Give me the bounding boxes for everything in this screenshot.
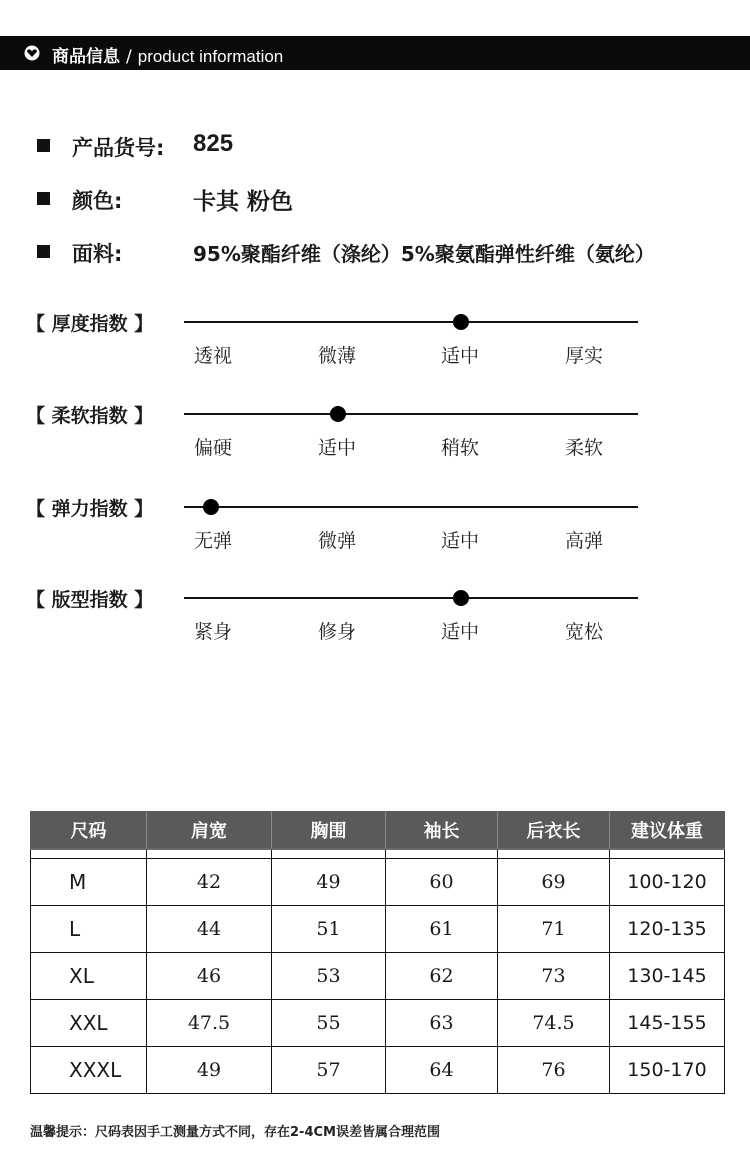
index-option: 无弹: [194, 530, 233, 552]
index-option: 宽松: [565, 621, 604, 643]
table-cell-weight: 100-120: [610, 859, 725, 906]
table-cell: 76: [498, 1047, 610, 1094]
index-option: 高弹: [565, 530, 604, 552]
index-label-elasticity: 【 弹力指数 】: [26, 498, 154, 520]
table-header-cell: 胸围: [272, 812, 386, 850]
size-note: 温馨提示：尺码表因手工测量方式不同，存在2-4CM误差皆属合理范围: [30, 1125, 440, 1140]
index-option: 厚实: [565, 345, 604, 367]
index-marker-dot: [330, 406, 346, 422]
table-cell: 74.5: [498, 1000, 610, 1047]
section-header-bar: [0, 36, 750, 70]
index-scale-line: [184, 321, 638, 323]
index-fit: [0, 589, 750, 667]
index-option: 柔软: [565, 437, 604, 459]
index-softness: [0, 405, 750, 483]
table-row: [31, 1047, 725, 1094]
table-header-cell: 后衣长: [498, 812, 610, 850]
index-scale-line: [184, 413, 638, 415]
table-cell: 53: [272, 953, 386, 1000]
table-cell: 42: [147, 859, 272, 906]
index-option: 适中: [441, 621, 480, 643]
title-separator: /: [126, 47, 132, 67]
table-row: [31, 906, 725, 953]
table-cell: 62: [386, 953, 498, 1000]
index-option: 修身: [318, 621, 357, 643]
table-cell-size: M: [31, 859, 147, 906]
section-title-cn: 商品信息: [52, 47, 120, 67]
table-cell-size: XL: [31, 953, 147, 1000]
index-scale-line: [184, 597, 638, 599]
table-row: [31, 859, 725, 906]
table-cell: 46: [147, 953, 272, 1000]
table-cell: 51: [272, 906, 386, 953]
info-bullet: [37, 245, 50, 258]
index-label-fit: 【 版型指数 】: [26, 589, 154, 611]
index-marker-dot: [453, 590, 469, 606]
info-value-fabric: 95%聚酯纤维（涤纶）5%聚氨酯弹性纤维（氨纶）: [193, 242, 655, 266]
index-thickness: [0, 313, 750, 391]
table-header-cell: 建议体重: [610, 812, 725, 850]
table-header-cell: 尺码: [31, 812, 147, 850]
table-cell: 64: [386, 1047, 498, 1094]
section-title-en: product information: [137, 47, 284, 66]
index-marker-dot: [453, 314, 469, 330]
index-label-softness: 【 柔软指数 】: [26, 405, 154, 427]
table-cell-size: XXXL: [31, 1047, 147, 1094]
heart-badge-icon: [24, 45, 40, 61]
table-row: [31, 953, 725, 1000]
table-cell: 63: [386, 1000, 498, 1047]
index-elasticity: [0, 498, 750, 576]
section-title: [52, 42, 283, 67]
table-cell-size: XXL: [31, 1000, 147, 1047]
info-bullet: [37, 139, 50, 152]
index-option: 适中: [441, 345, 480, 367]
index-option: 适中: [441, 530, 480, 552]
index-option: 适中: [318, 437, 357, 459]
table-cell: 44: [147, 906, 272, 953]
table-header-row: [31, 812, 725, 850]
index-option: 偏硬: [194, 437, 233, 459]
table-row: [31, 1000, 725, 1047]
table-cell: 69: [498, 859, 610, 906]
table-cell-weight: 145-155: [610, 1000, 725, 1047]
table-cell: 71: [498, 906, 610, 953]
info-label-sku: 产品货号:: [72, 136, 165, 160]
table-cell: 73: [498, 953, 610, 1000]
table-cell: 60: [386, 859, 498, 906]
index-option: 微弹: [318, 530, 357, 552]
index-option: 透视: [194, 345, 233, 367]
table-header-cell: 肩宽: [147, 812, 272, 850]
index-marker-dot: [203, 499, 219, 515]
table-spacer-row: [31, 849, 725, 859]
table-cell-weight: 130-145: [610, 953, 725, 1000]
table-cell: 49: [272, 859, 386, 906]
info-value-color: 卡其 粉色: [193, 189, 294, 215]
info-label-fabric: 面料:: [72, 242, 123, 266]
index-scale-line: [184, 506, 638, 508]
table-cell: 61: [386, 906, 498, 953]
index-label-thickness: 【 厚度指数 】: [26, 313, 154, 335]
info-bullet: [37, 192, 50, 205]
table-cell-size: L: [31, 906, 147, 953]
index-option: 微薄: [318, 345, 357, 367]
info-value-sku: 825: [193, 130, 234, 157]
size-table: [30, 811, 725, 1094]
table-cell-weight: 120-135: [610, 906, 725, 953]
index-option: 稍软: [441, 437, 480, 459]
table-cell: 57: [272, 1047, 386, 1094]
info-label-color: 颜色:: [72, 189, 123, 213]
table-cell: 49: [147, 1047, 272, 1094]
table-cell: 55: [272, 1000, 386, 1047]
index-option: 紧身: [194, 621, 233, 643]
table-header-cell: 袖长: [386, 812, 498, 850]
table-cell: 47.5: [147, 1000, 272, 1047]
table-cell-weight: 150-170: [610, 1047, 725, 1094]
